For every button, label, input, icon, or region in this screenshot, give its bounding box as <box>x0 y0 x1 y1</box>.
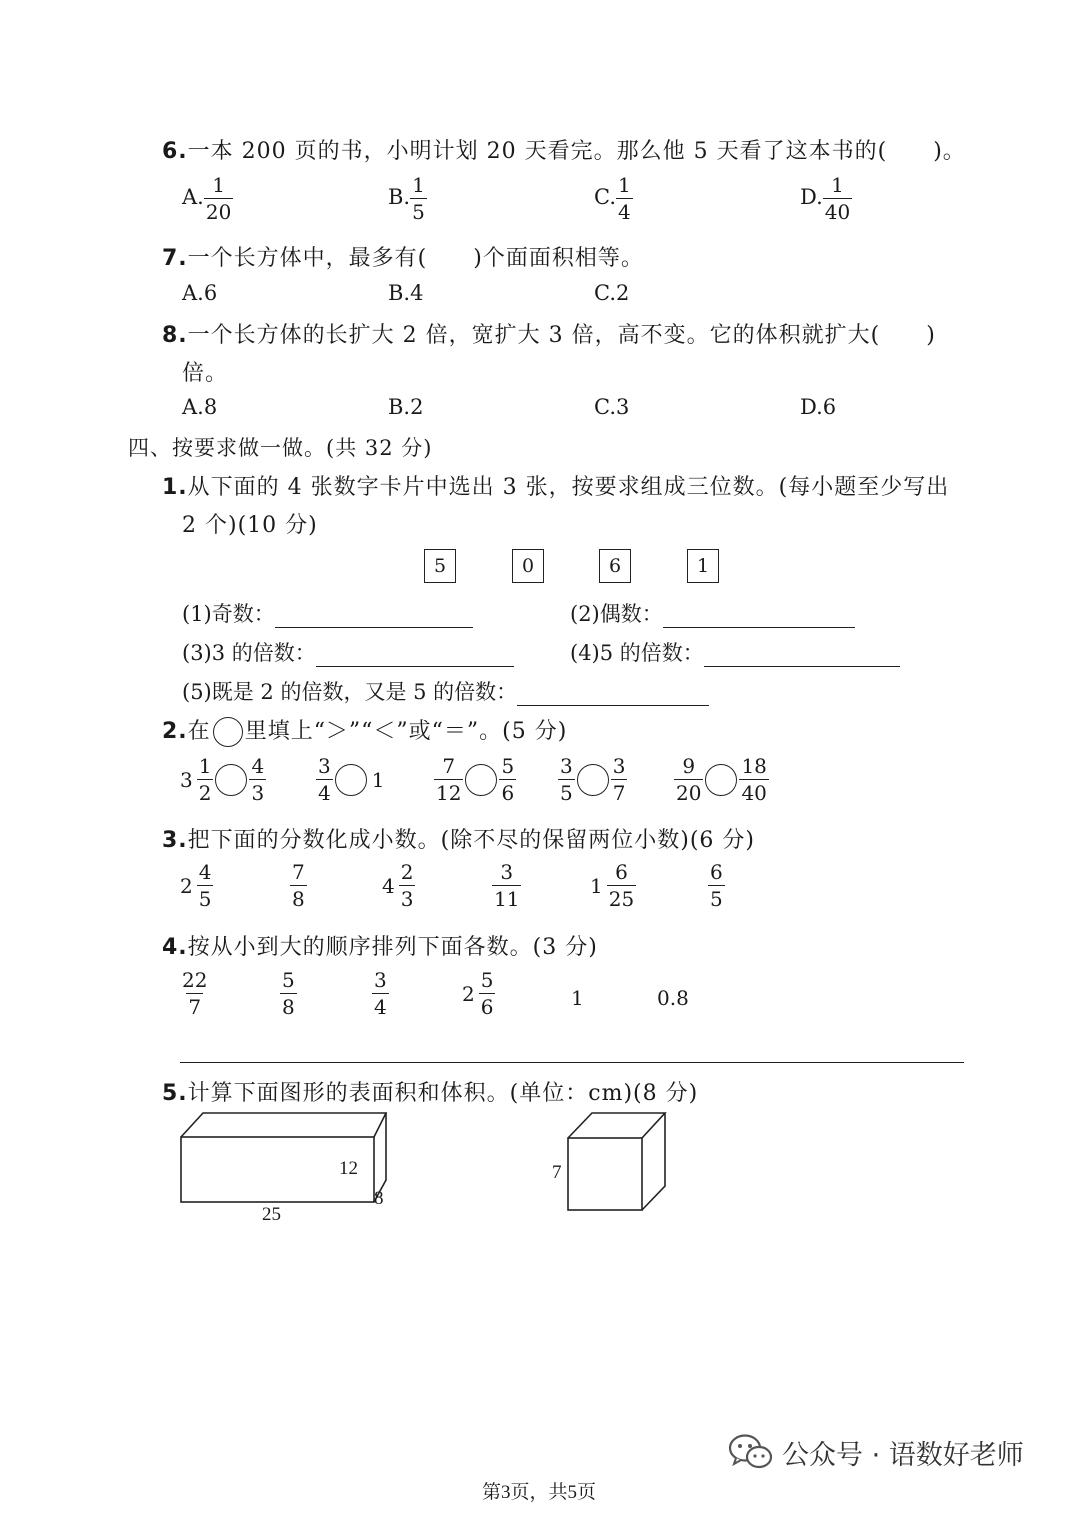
wechat-icon <box>728 1432 774 1472</box>
problem-2: 2.在 里填上“＞”“＜”或“＝”。(5 分) <box>162 714 567 747</box>
q7-option-c: C.2 <box>594 281 630 305</box>
question-6: 6.一本 200 页的书，小明计划 20 天看完。那么他 5 天看了这本书的( )。 <box>162 139 966 164</box>
p1-item-3: (3)3 的倍数： <box>182 637 514 667</box>
section-4-heading: 四、按要求做一做。(共 32 分) <box>128 436 433 460</box>
q7-option-a: A.6 <box>182 281 218 305</box>
p3-item-6: $\frac{6}{5}$ <box>710 860 723 911</box>
compare-pair-3: $\frac{7}{12}$ $\frac{5}{6}$ <box>436 754 515 805</box>
cuboid-figure <box>170 1110 410 1230</box>
p3-item-1: 2 $\frac{4}{5}$ <box>180 860 212 911</box>
answer-blank[interactable] <box>316 644 514 667</box>
problem-4: 4.按从小到大的顺序排列下面各数。(3 分) <box>162 935 598 960</box>
watermark-text: 公众号 · 语数好老师 <box>782 1439 1024 1471</box>
compare-circle[interactable] <box>215 764 247 796</box>
answer-blank[interactable] <box>517 683 709 706</box>
cuboid-top-face <box>181 1113 386 1137</box>
page-number: 第3页，共5页 <box>482 1482 597 1503</box>
answer-blank[interactable] <box>663 605 855 628</box>
cube-edge-label: 7 <box>552 1162 562 1183</box>
watermark <box>728 1432 1024 1472</box>
q6-option-d: D. $\frac{1}{40}$ <box>800 173 851 224</box>
question-7: 7.一个长方体中，最多有( )个面面积相等。 <box>162 246 644 271</box>
p4-item-3: $\frac{3}{4}$ <box>374 968 387 1019</box>
p4-item-5: 1 <box>571 986 584 1010</box>
circle-icon <box>213 717 243 747</box>
cube-top-face <box>568 1113 665 1138</box>
compare-pair-4: $\frac{3}{5}$ $\frac{3}{7}$ <box>560 754 626 805</box>
q6-option-c: C. $\frac{1}{4}$ <box>594 173 631 224</box>
compare-pair-2: $\frac{3}{4}$ 1 <box>318 754 385 805</box>
question-8-cont: 倍。 <box>182 361 229 386</box>
p1-item-4: (4)5 的倍数： <box>570 637 900 667</box>
p3-item-2: $\frac{7}{8}$ <box>292 860 305 911</box>
cube-figure <box>560 1110 670 1220</box>
cuboid-length-label: 25 <box>262 1204 281 1225</box>
q8-option-c: C.3 <box>594 395 630 419</box>
p1-item-1: (1)奇数： <box>182 598 473 628</box>
q7-option-b: B.4 <box>388 281 424 305</box>
digit-card: 0 <box>512 549 544 583</box>
compare-pair-5: $\frac{9}{20}$ $\frac{18}{40}$ <box>676 754 767 805</box>
p1-item-2: (2)偶数： <box>570 598 855 628</box>
cuboid-width-label: 8 <box>374 1188 384 1209</box>
p4-item-1: $\frac{22}{7}$ <box>182 968 208 1019</box>
problem-3: 3.把下面的分数化成小数。(除不尽的保留两位小数)(6 分) <box>162 828 755 853</box>
question-8: 8.一个长方体的长扩大 2 倍，宽扩大 3 倍，高不变。它的体积就扩大( ) <box>162 323 936 348</box>
cube-side-face <box>642 1113 665 1210</box>
cube-front-face <box>568 1138 642 1210</box>
problem-5: 5.计算下面图形的表面积和体积。(单位：cm)(8 分) <box>162 1081 699 1106</box>
q8-option-d: D.6 <box>800 395 837 419</box>
p4-item-4: 2 $\frac{5}{6}$ <box>462 968 494 1019</box>
answer-blank[interactable] <box>704 644 900 667</box>
digit-card: 5 <box>424 549 456 583</box>
compare-circle[interactable] <box>335 764 367 796</box>
q8-option-b: B.2 <box>388 395 424 419</box>
answer-line[interactable] <box>180 1062 964 1063</box>
compare-circle[interactable] <box>577 764 609 796</box>
compare-pair-1: 3 $\frac{1}{2}$ $\frac{4}{3}$ <box>180 754 265 805</box>
p4-item-2: $\frac{5}{8}$ <box>282 968 295 1019</box>
digit-card: 6 <box>599 549 631 583</box>
p3-item-4: $\frac{3}{11}$ <box>494 860 520 911</box>
q6-option-a: A. $\frac{1}{20}$ <box>182 173 232 224</box>
compare-circle[interactable] <box>465 764 497 796</box>
p1-item-5: (5)既是 2 的倍数，又是 5 的倍数： <box>182 676 709 706</box>
p3-item-5: 1 $\frac{6}{25}$ <box>590 860 635 911</box>
cuboid-height-label: 12 <box>339 1158 358 1179</box>
problem-1-cont: 2 个)(10 分) <box>182 513 318 538</box>
q8-option-a: A.8 <box>182 395 218 419</box>
problem-1: 1.从下面的 4 张数字卡片中选出 3 张，按要求组成三位数。(每小题至少写出 <box>162 475 950 500</box>
p3-item-3: 4 $\frac{2}{3}$ <box>382 860 414 911</box>
p4-item-6: 0.8 <box>657 986 689 1010</box>
compare-circle[interactable] <box>705 764 737 796</box>
answer-blank[interactable] <box>275 605 473 628</box>
digit-card: 1 <box>687 549 719 583</box>
q6-option-b: B. $\frac{1}{5}$ <box>388 173 425 224</box>
